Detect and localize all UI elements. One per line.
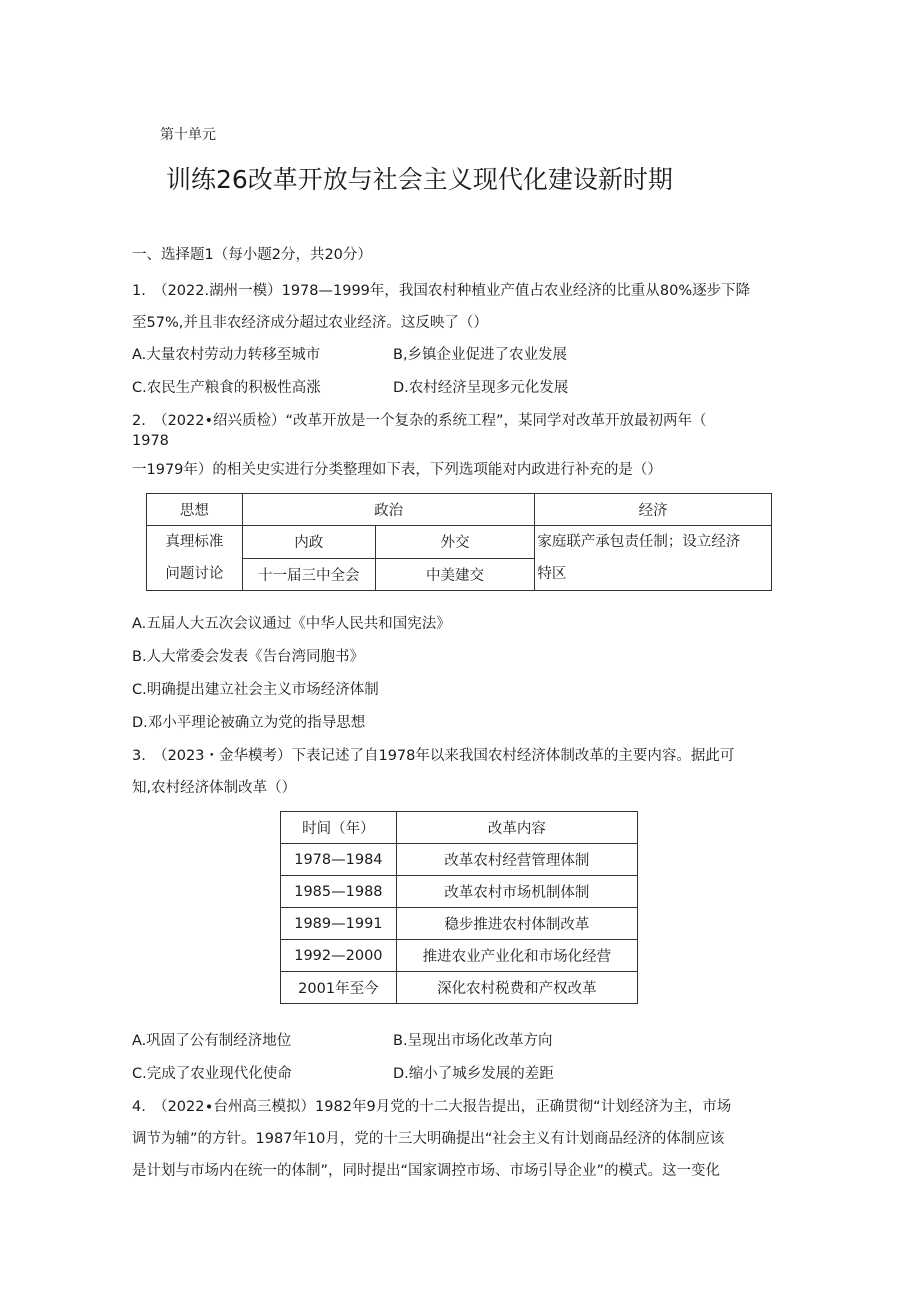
q3-header-content: 改革内容 bbox=[396, 812, 637, 844]
q2-header-economy: 经济 bbox=[535, 494, 772, 526]
q2-domestic-value: 十一届三中全会 bbox=[242, 558, 375, 591]
q2-thought-line2: 问题讨论 bbox=[165, 566, 224, 582]
q1-option-d: D.农村经济呈现多元化发展 bbox=[393, 380, 569, 396]
q2-sub-domestic: 内政 bbox=[242, 526, 375, 559]
q2-option-a: A.五届人大五次会议通过《中华人民共和国宪法》 bbox=[132, 616, 451, 632]
q2-stem-line2: 1978 bbox=[132, 433, 169, 449]
q2-table bbox=[146, 493, 772, 591]
section-heading: 一、选择题1（每小题2分，共20分） bbox=[132, 247, 372, 263]
q2-thought-cell bbox=[147, 526, 243, 591]
q2-header-politics: 政治 bbox=[242, 494, 535, 526]
q3-row-time: 1978—1984 bbox=[281, 844, 397, 876]
q2-stem-line1: 2. （2022•绍兴质检）“改革开放是一个复杂的系统工程”，某同学对改革开放最初两年（ bbox=[132, 413, 707, 429]
q3-row-content: 改革农村经营管理体制 bbox=[396, 844, 637, 876]
table-row bbox=[281, 876, 638, 908]
q4-stem-line3: 是计划与市场内在统一的体制”，同时提出“国家调控市场、市场引导企业”的模式。这一变化 bbox=[132, 1163, 721, 1179]
q3-row-content: 深化农村税费和产权改革 bbox=[396, 972, 637, 1004]
q2-foreign-value: 中美建交 bbox=[375, 558, 535, 591]
q3-stem-line2: 知,农村经济体制改革（） bbox=[132, 780, 297, 796]
q3-row-content: 稳步推进农村体制改革 bbox=[396, 908, 637, 940]
q3-row-time: 1992—2000 bbox=[281, 940, 397, 972]
q4-stem-line1: 4. （2022∙台州高三模拟）1982年9月党的十二大报告提出，正确贯彻“计划经济为主，市场 bbox=[132, 1099, 732, 1115]
q2-stem-line3: 一1979年）的相关史实进行分类整理如下表，下列选项能对内政进行补充的是（） bbox=[132, 462, 662, 478]
q3-row-time: 1989—1991 bbox=[281, 908, 397, 940]
q1-option-c: C.农民生产粮食的积极性高涨 bbox=[132, 380, 321, 396]
q3-row-content: 改革农村市场机制体制 bbox=[396, 876, 637, 908]
q3-option-c: C.完成了农业现代化使命 bbox=[132, 1066, 292, 1082]
table-row bbox=[281, 844, 638, 876]
q1-option-a: A.大量农村劳动力转移至城市 bbox=[132, 347, 321, 363]
q1-stem-line2: 至57%,并且非农经济成分超过农业经济。这反映了（） bbox=[132, 315, 488, 331]
q1-option-b: B,乡镇企业促进了农业发展 bbox=[393, 347, 568, 363]
page-title: 训练26改革开放与社会主义现代化建设新时期 bbox=[166, 165, 673, 194]
q3-option-a: A.巩固了公有制经济地位 bbox=[132, 1033, 292, 1049]
q2-economy-cell bbox=[535, 526, 772, 591]
q2-economy-line1: 家庭联产承包责任制；设立经济 bbox=[537, 534, 741, 550]
q3-option-d: D.缩小了城乡发展的差距 bbox=[393, 1066, 554, 1082]
q2-option-b: B.人大常委会发表《告台湾同胞书》 bbox=[132, 649, 365, 665]
q2-thought-line1: 真理标准 bbox=[165, 534, 224, 550]
table-row bbox=[281, 908, 638, 940]
q3-table bbox=[280, 811, 638, 1004]
q3-row-content: 推进农业产业化和市场化经营 bbox=[396, 940, 637, 972]
q3-option-b: B.呈现出市场化改革方向 bbox=[393, 1033, 553, 1049]
unit-label: 第十单元 bbox=[160, 127, 216, 143]
table-row bbox=[281, 940, 638, 972]
q4-stem-line2: 调节为辅”的方针。1987年10月，党的十三大明确提出“社会主义有计划商品经济的体制应该 bbox=[132, 1131, 725, 1147]
q3-row-time: 2001年至今 bbox=[281, 972, 397, 1004]
q3-row-time: 1985—1988 bbox=[281, 876, 397, 908]
q2-header-thought: 思想 bbox=[147, 494, 243, 526]
q3-stem-line1: 3. （2023・金华模考）下表记述了自1978年以来我国农村经济体制改革的主要内容。据此可 bbox=[132, 748, 735, 764]
q3-header-time: 时间（年） bbox=[281, 812, 397, 844]
q2-economy-line2: 特区 bbox=[537, 566, 567, 582]
q2-sub-foreign: 外交 bbox=[375, 526, 535, 559]
q1-stem-line1: 1. （2022.湖州一模）1978—1999年，我国农村种植业产值占农业经济的比重从80%逐步下降 bbox=[132, 283, 751, 299]
table-row bbox=[281, 972, 638, 1004]
q2-option-d: D.邓小平理论被确立为党的指导思想 bbox=[132, 715, 366, 731]
q2-option-c: C.明确提出建立社会主义市场经济体制 bbox=[132, 682, 379, 698]
